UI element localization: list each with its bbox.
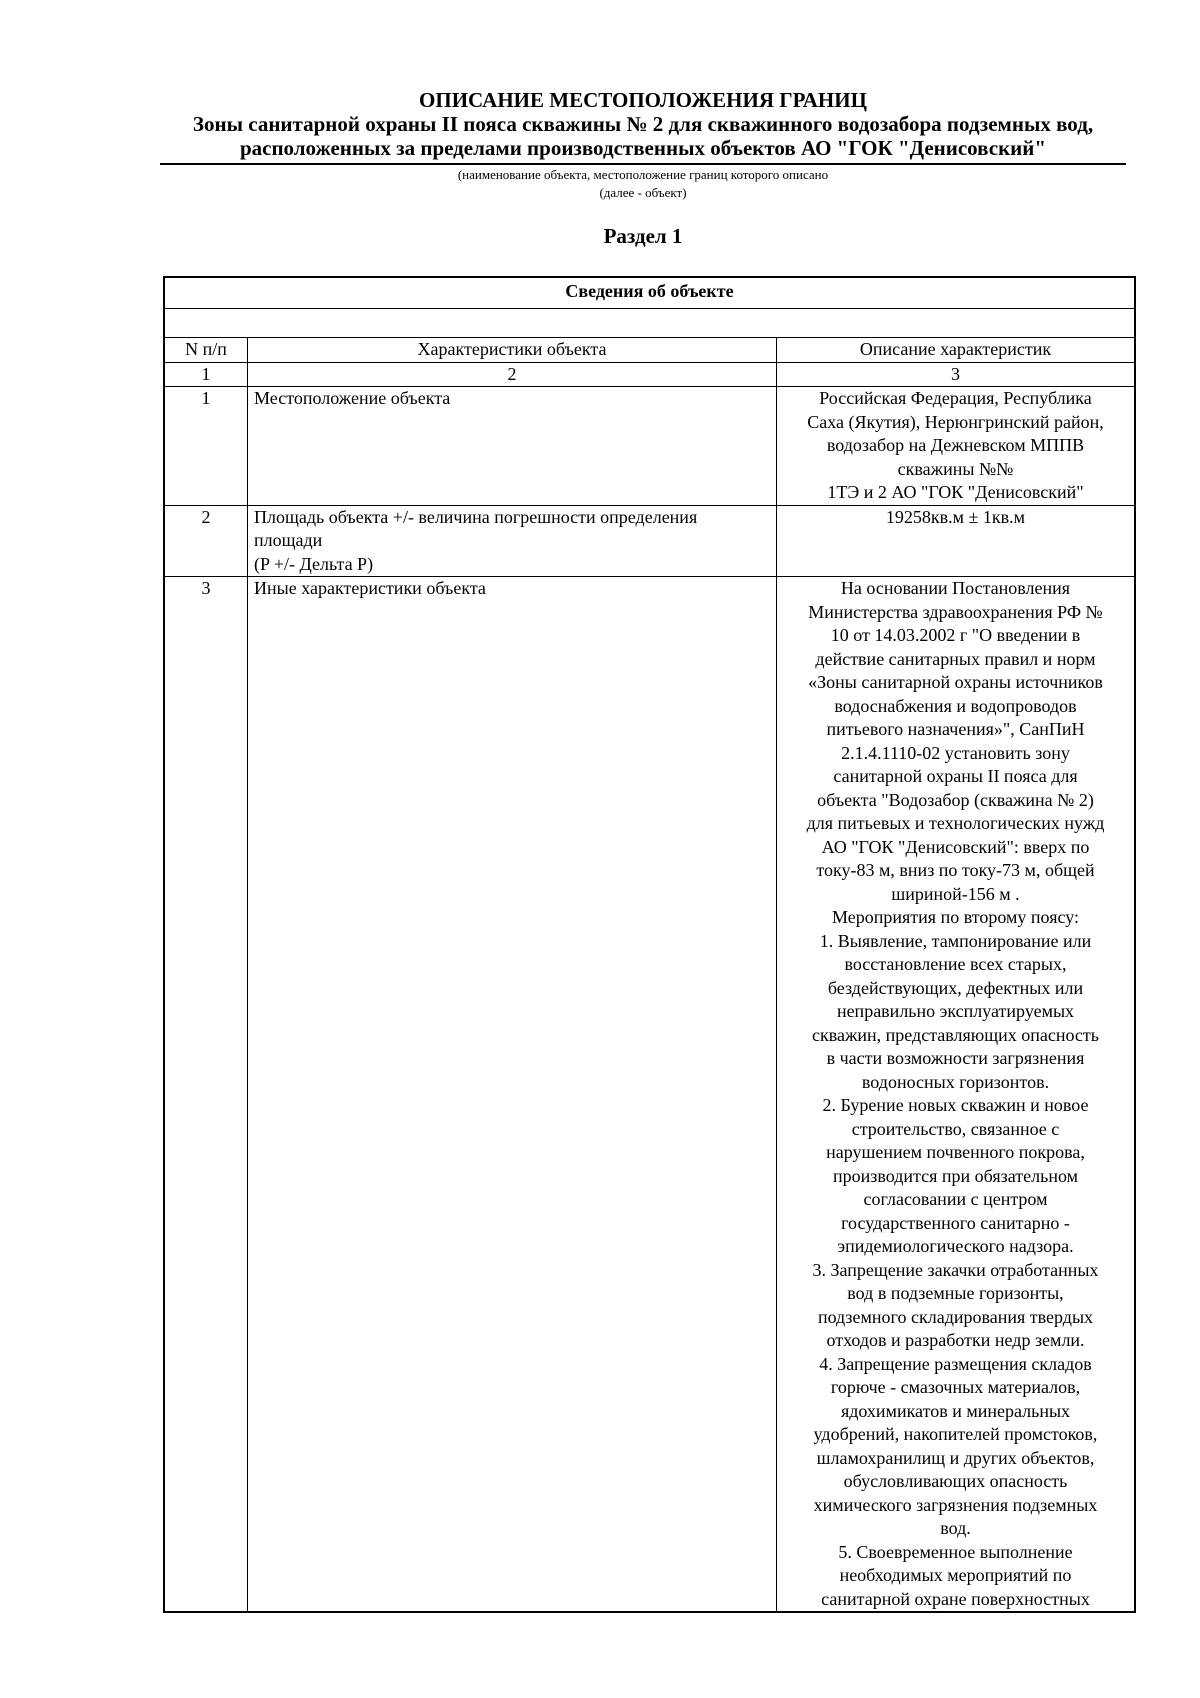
empty-cell <box>164 309 1135 338</box>
column-header-num: N п/п <box>164 338 248 363</box>
row-description: На основании Постановления Министерства здравоохранения РФ № 10 от 14.03.2002 г "О введении в действие санитарных правил и норм «Зоны санитарной охраны источников водоснабжения и водопроводов питьевого назначения»", СанПиН 2.1.4.1110-02 установить зону санитарной охраны II пояса для объекта "Водозабор (скважина № 2) для питьевых и технологических нужд АО "ГОК "Денисовский": вверх по току-83 м, вниз по току-73 м, общей шириной-156 м . Мероприятия по второму поясу: 1. Выявление, тампонирование или восстановление всех старых, бездействующих, дефектных или неправильно эксплуатируемых скважин, представляющих опасность в части возможности загрязнения водоносных горизонтов. 2. Бурение новых скважин и новое строительство, связанное с нарушением почвенного покрова, производится при обязательном согласовании с центром государственного санитарно - эпидемиологического надзора. 3. Запрещение закачки отработанных вод в подземные горизонты, подземного складирования твердых отходов и разработки недр земли. 4. Запрещение размещения складов горюче - смазочных материалов, ядохимикатов и минеральных удобрений, накопителей промстоков, шламохранилищ и других объектов, обусловливающих опасность химического загрязнения подземных вод. 5. Своевременное выполнение необходимых мероприятий по санитарной охране поверхностных <box>777 577 1136 1613</box>
column-number-row <box>164 362 1135 387</box>
column-number: 1 <box>164 362 248 387</box>
title-underline <box>160 163 1126 165</box>
table-header-row <box>164 338 1135 363</box>
caption-line1: (наименование объекта, местоположение границ которого описано <box>457 167 829 182</box>
table-title: Сведения об объекте <box>164 277 1135 309</box>
column-header-characteristic: Характеристики объекта <box>248 338 777 363</box>
caption-line2: (далее - объект) <box>599 185 687 200</box>
row-characteristic: Местоположение объекта <box>248 387 777 506</box>
document-title: ОПИСАНИЕ МЕСТОПОЛОЖЕНИЯ ГРАНИЦ <box>419 88 867 112</box>
row-number: 3 <box>164 577 248 1613</box>
table-title-row <box>164 277 1135 309</box>
document-header <box>160 88 1126 201</box>
document-subtitle-line2: расположенных за пределами производственных объектов АО "ГОК "Денисовский" <box>239 136 1047 160</box>
document-subtitle-line1: Зоны санитарной охраны II пояса скважины № 2 для скважинного водозабора подземных вод, <box>192 112 1094 136</box>
section-title: Раздел 1 <box>603 224 683 248</box>
column-number: 3 <box>777 362 1136 387</box>
object-info-table <box>163 276 1136 1613</box>
row-characteristic: Иные характеристики объекта <box>248 577 777 1613</box>
table-row <box>164 577 1135 1613</box>
row-number: 1 <box>164 387 248 506</box>
row-characteristic: Площадь объекта +/- величина погрешности определения площади (P +/- Дельта P) <box>248 505 777 577</box>
column-number: 2 <box>248 362 777 387</box>
row-description: 19258кв.м ± 1кв.м <box>777 505 1136 577</box>
table-row <box>164 505 1135 577</box>
table-row <box>164 387 1135 506</box>
row-description: Российская Федерация, Республика Саха (Якутия), Нерюнгринский район, водозабор на Дежневском МППВ скважины №№ 1ТЭ и 2 АО "ГОК "Денисовский" <box>777 387 1136 506</box>
row-number: 2 <box>164 505 248 577</box>
table-empty-row <box>164 309 1135 338</box>
column-header-description: Описание характеристик <box>777 338 1136 363</box>
